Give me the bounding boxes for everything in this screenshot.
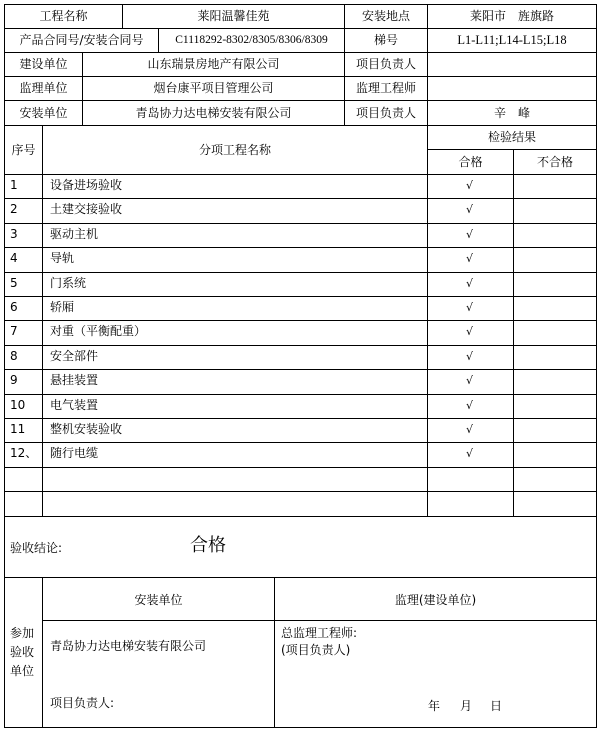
- row-name: 驱动主机: [50, 227, 99, 241]
- fail-cell: [513, 369, 597, 395]
- row-name: 安全部件: [50, 349, 99, 363]
- row-seq: 6: [10, 300, 18, 314]
- fail-cell: [513, 491, 597, 517]
- row-name: 整机安装验收: [50, 422, 123, 436]
- supervisor-engineer-label: 监理工程师: [355, 81, 416, 95]
- project-name-label: 工程名称: [39, 9, 88, 23]
- project-lead-label: 项目负责人: [355, 57, 416, 71]
- fail-cell: [513, 394, 597, 419]
- row-name: 随行电缆: [50, 446, 99, 460]
- row-name: 土建交接验收: [50, 202, 123, 216]
- date-day: 日: [490, 699, 503, 713]
- contract-label: 产品合同号/安装合同号: [19, 33, 144, 47]
- check-icon: √: [466, 325, 474, 338]
- chief-engineer-label: 总监理工程师:: [281, 626, 358, 640]
- name-cell: [42, 223, 428, 248]
- row-name: 悬挂装置: [50, 373, 99, 387]
- installer-lead: 辛 峰: [493, 106, 530, 120]
- row-name: 电气装置: [50, 398, 99, 412]
- participants-label-3: 单位: [10, 664, 35, 678]
- name-cell: [42, 296, 428, 321]
- fail-cell: [513, 174, 597, 199]
- builder-label: 建设单位: [19, 57, 68, 71]
- name-cell: [42, 247, 428, 273]
- row-seq: 10: [10, 398, 26, 412]
- elevator-no-label: 梯号: [373, 33, 398, 47]
- seq-cell: [4, 467, 43, 492]
- elevator-no: L1-L11;L14-L15;L18: [457, 33, 567, 47]
- installer: 青岛协力达电梯安装有限公司: [135, 106, 292, 120]
- project-lead-sign-label: 项目负责人:: [50, 696, 115, 710]
- contract-no: C1118292-8302/8305/8306/8309: [175, 34, 328, 46]
- fail-header: 不合格: [536, 155, 573, 169]
- pass-header: 合格: [458, 155, 483, 169]
- row-seq: 12、: [10, 446, 38, 460]
- result-header: 检验结果: [487, 130, 536, 144]
- install-location: 莱阳市 旌旗路: [469, 9, 554, 23]
- row-seq: 4: [10, 251, 18, 265]
- name-header: 分项工程名称: [198, 143, 271, 157]
- fail-cell: [513, 467, 597, 492]
- row-name: 设备进场验收: [50, 178, 123, 192]
- installer-lead-label: 项目负责人: [355, 106, 416, 120]
- conclusion-value: 合格: [190, 535, 226, 556]
- row-seq: 5: [10, 276, 18, 290]
- check-icon: √: [466, 203, 474, 216]
- cell-supervisor-engineer: [427, 76, 597, 101]
- fail-cell: [513, 223, 597, 248]
- check-icon: √: [466, 447, 474, 460]
- date-year: 年: [428, 699, 441, 713]
- check-icon: √: [466, 277, 474, 290]
- fail-cell: [513, 272, 597, 297]
- fail-cell: [513, 442, 597, 468]
- supervision-header: 监理(建设单位): [394, 593, 477, 607]
- install-unit-name: 青岛协力达电梯安装有限公司: [50, 639, 207, 653]
- name-cell: [42, 491, 428, 517]
- name-cell: [42, 442, 428, 468]
- name-cell: [42, 369, 428, 395]
- row-seq: 2: [10, 202, 18, 216]
- pass-cell: [427, 467, 514, 492]
- row-seq: 8: [10, 349, 18, 363]
- row-name: 对重（平衡配重）: [50, 324, 147, 338]
- row-seq: 7: [10, 324, 18, 338]
- row-seq: 3: [10, 227, 18, 241]
- name-cell: [42, 467, 428, 492]
- participants-label-2: 验收: [10, 645, 35, 659]
- row-seq: 9: [10, 373, 18, 387]
- builder: 山东瑞景房地产有限公司: [147, 57, 280, 71]
- check-icon: √: [466, 374, 474, 387]
- project-name: 莱阳温馨佳苑: [197, 9, 270, 23]
- fail-cell: [513, 247, 597, 273]
- check-icon: √: [466, 423, 474, 436]
- supervisor-unit-label: 监理单位: [19, 81, 68, 95]
- check-icon: √: [466, 350, 474, 363]
- row-seq: 11: [10, 422, 26, 436]
- install-unit-header: 安装单位: [134, 593, 183, 607]
- row-name: 轿厢: [50, 300, 75, 314]
- row-name: 门系统: [50, 276, 87, 290]
- seq-header: 序号: [11, 143, 36, 157]
- name-cell: [42, 345, 428, 370]
- name-cell: [42, 394, 428, 419]
- row-seq: 1: [10, 178, 18, 192]
- fail-cell: [513, 345, 597, 370]
- cell-project-lead: [427, 52, 597, 77]
- check-icon: √: [466, 228, 474, 241]
- fail-cell: [513, 320, 597, 346]
- name-cell: [42, 272, 428, 297]
- conclusion-cell: [4, 516, 597, 578]
- pass-cell: [427, 491, 514, 517]
- installer-label: 安装单位: [19, 106, 68, 120]
- seq-cell: [4, 491, 43, 517]
- supervisor-unit: 烟台康平项目管理公司: [153, 81, 274, 95]
- check-icon: √: [466, 301, 474, 314]
- conclusion-label: 验收结论:: [10, 541, 63, 555]
- fail-cell: [513, 198, 597, 224]
- check-icon: √: [466, 252, 474, 265]
- install-unit-sign-cell: [42, 620, 275, 728]
- project-lead-paren: (项目负责人): [281, 643, 351, 657]
- fail-cell: [513, 296, 597, 321]
- check-icon: √: [466, 179, 474, 192]
- check-icon: √: [466, 399, 474, 412]
- install-location-label: 安装地点: [361, 9, 410, 23]
- participants-label-1: 参加: [10, 626, 35, 640]
- row-name: 导轨: [50, 251, 75, 265]
- date-month: 月: [460, 699, 473, 713]
- fail-cell: [513, 418, 597, 443]
